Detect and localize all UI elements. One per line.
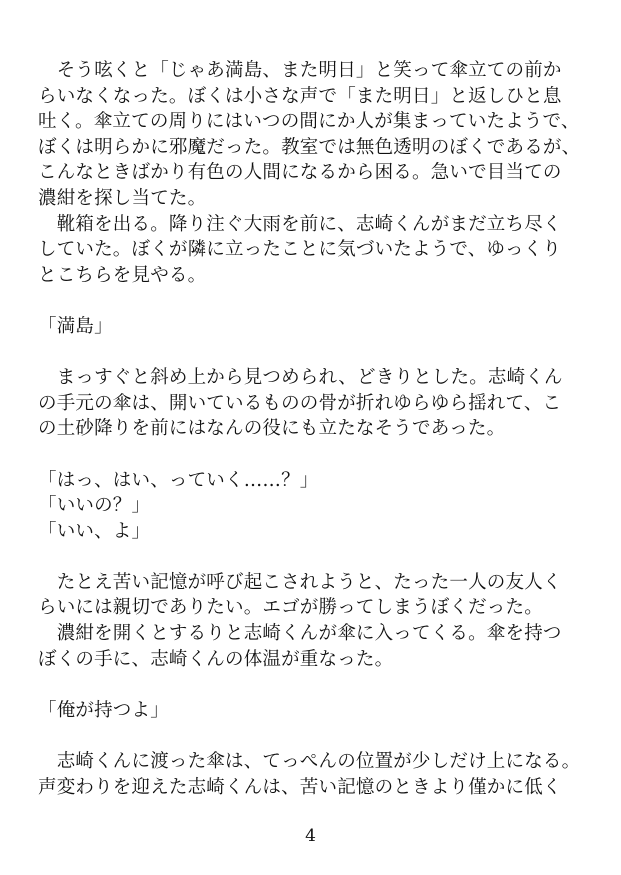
text-line: そう呟くと「じゃあ満島、また明日」と笑って傘立ての前か [38,60,562,81]
blank-line [38,672,598,698]
text-line: 声変わりを迎えた志崎くんは、苦い記憶のときより僅かに低く [38,776,562,798]
text-line: 靴箱を出る。降り注ぐ大雨を前に、志崎くんがまだ立ち尽く [38,213,562,235]
page-number: 4 [305,826,316,846]
text-line: こんなときばかり有色の人間になるから困る。急いで目当ての [38,162,562,184]
text-line: の手元の傘は、開いているものの骨が折れゆらゆら揺れて、こ [38,392,562,414]
text-line: まっすぐと斜め上から見つめられ、どきりとした。志崎くん [38,367,563,389]
blank-line [38,723,598,749]
blank-line [38,442,598,468]
text-line: らいなくなった。ぼくは小さな声で「また明日」と返しひと息 [38,85,562,107]
text-line: 濃紺を探し当てた。 [38,187,207,209]
blank-line [38,288,598,314]
text-line: の土砂降りを前にはなんの役にも立たなそうであった。 [38,418,506,440]
text-line: らいには親切でありたい。エゴが勝ってしまうぼくだった。 [38,597,543,619]
blank-line [38,340,598,366]
dialogue-line: 「俺が持つよ」 [38,699,169,721]
text-line: 吐く。傘立ての周りにはいつの間にか人が集まっていたようで、 [38,111,580,133]
text-line: とこちらを見やる。 [38,264,207,286]
dialogue-line: 「いいの？」 [38,495,151,517]
dialogue-line: 「はっ、はい、っていく……？」 [38,469,319,491]
dialogue-line: 「いい、よ」 [38,520,151,542]
text-line: 濃紺を開くとするりと志崎くんが傘に入ってくる。傘を持つ [38,623,562,645]
text-line: していた。ぼくが隣に立ったことに気づいたようで、ゆっくり [38,239,562,261]
blank-line [38,544,598,570]
text-line: たとえ苦い記憶が呼び起こされようと、たった一人の友人く [38,571,562,593]
text-line: 志崎くんに渡った傘は、てっぺんの位置が少しだけ上になる。 [38,751,581,773]
text-line: ぼくの手に、志崎くんの体温が重なった。 [38,648,394,670]
dialogue-line: 「満島」 [38,315,113,337]
text-line: ぼくは明らかに邪魔だった。教室では無色透明のぼくであるが、 [38,136,581,158]
body-text [38,58,598,800]
